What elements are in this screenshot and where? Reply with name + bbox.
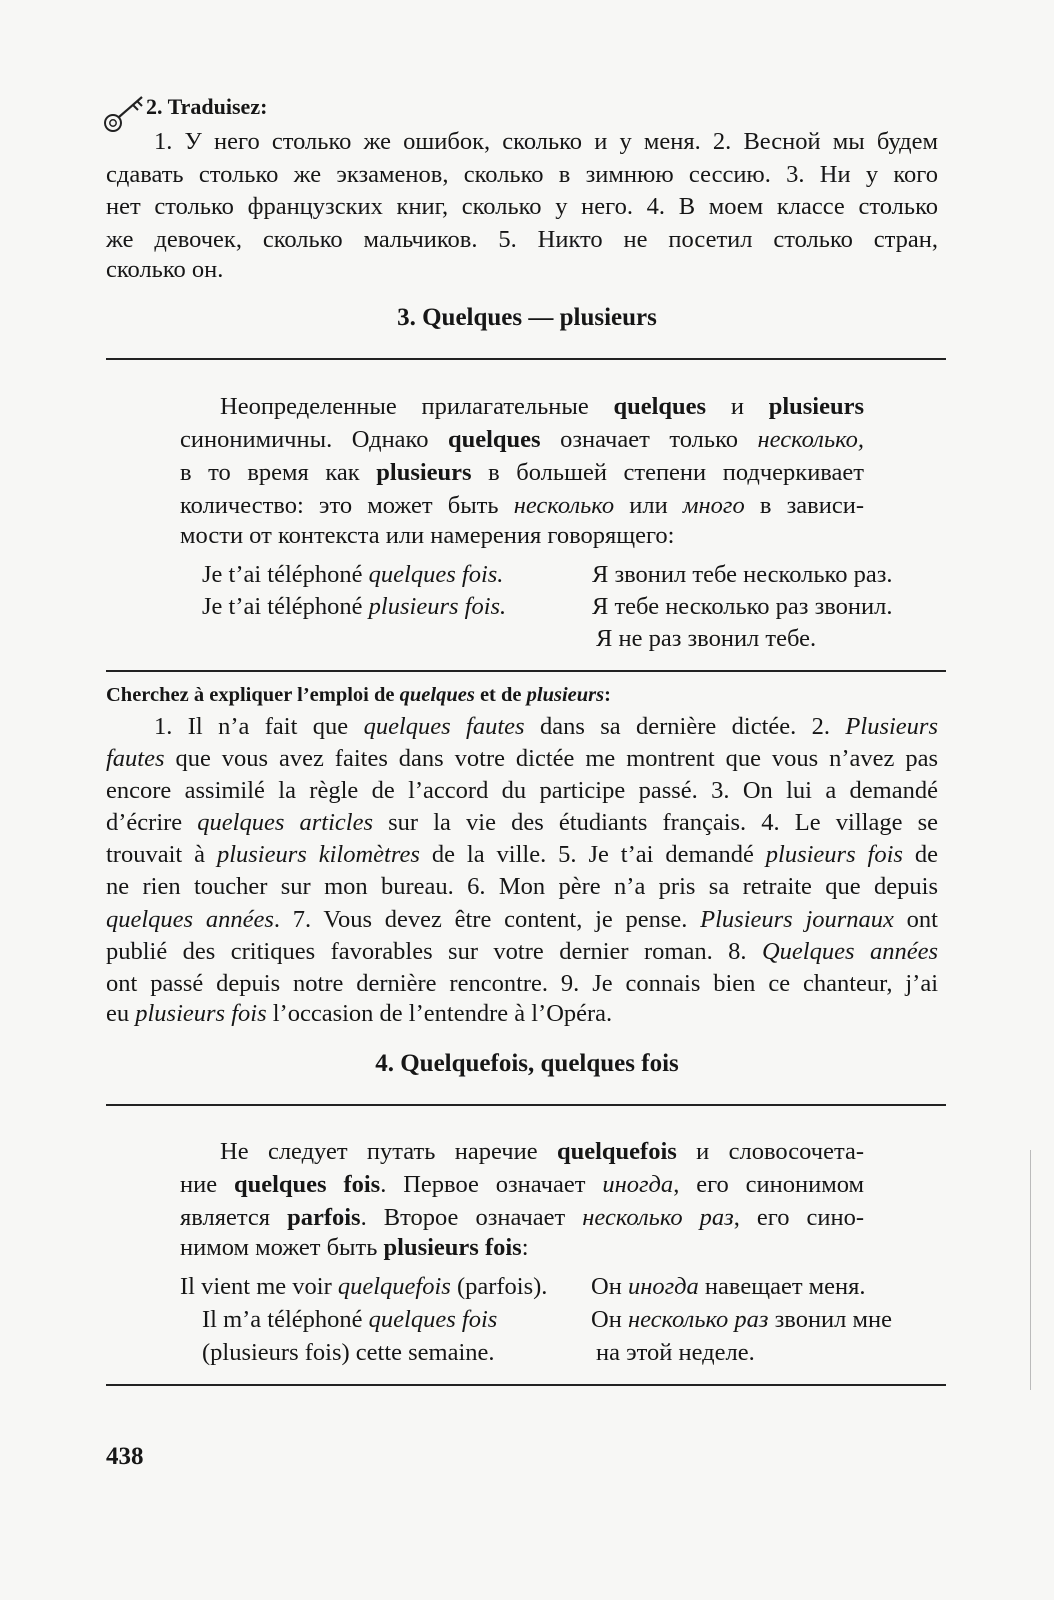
divider xyxy=(106,670,946,672)
text-line: количество: это может быть несколько или много в зависи- xyxy=(180,492,864,519)
example-fr: Je t’ai téléphoné plusieurs fois. xyxy=(202,593,507,620)
text-line: ont passé depuis notre dernière rencontre. 9. Je connais bien ce chanteur, j’ai xyxy=(106,969,938,997)
text-line: ne rien toucher sur mon bureau. 6. Mon père n’a pris sa retraite que depuis xyxy=(106,873,938,901)
example-fr: Je t’ai téléphoné quelques fois. xyxy=(202,561,504,588)
text-line: eu plusieurs fois l’occasion de l’entendre à l’Opéra. xyxy=(106,1000,613,1027)
text-line: мости от контекста или намерения говорящего: xyxy=(180,522,675,549)
exercise-2-text xyxy=(106,126,938,256)
divider xyxy=(106,358,946,360)
text-line: ние quelques fois. Первое означает иногда, его синонимом xyxy=(180,1171,864,1198)
text-line: fautes que vous avez faites dans votre dictée me montrent que vous n’avez pas xyxy=(106,745,938,773)
scan-edge-mark xyxy=(1030,1150,1031,1390)
section-3-heading: 3. Quelques — plusieurs xyxy=(397,304,657,331)
text-line: нимом может быть plusieurs fois: xyxy=(180,1234,529,1261)
text-line: является parfois. Второе означает несколько раз, его сино- xyxy=(180,1204,864,1231)
divider xyxy=(106,1384,946,1386)
example-ru: Я тебе несколько раз звонил. xyxy=(592,593,893,620)
text-line: Неопределенные прилагательные quelques и plusieurs xyxy=(220,393,864,420)
example-fr: (plusieurs fois) cette semaine. xyxy=(202,1339,495,1366)
example-ru: Он иногда навещает меня. xyxy=(591,1273,866,1300)
exercise-3-text xyxy=(106,711,938,1000)
text-line: 1. У него столько же ошибок, сколько и у меня. 2. Весной мы будем xyxy=(154,128,938,155)
text-line: сдавать столько же экзаменов, сколько в зимнюю сессию. 3. Ни у кого xyxy=(106,160,938,188)
text-line: сколько он. xyxy=(106,256,224,283)
example-ru: на этой неделе. xyxy=(596,1339,755,1366)
text-line: trouvait à plusieurs kilomètres de la ville. 5. Je t’ai demandé plusieurs fois de xyxy=(106,841,939,869)
section-3-explanation xyxy=(180,390,864,522)
text-line: Не следует путать наречие quelquefois и словосочета- xyxy=(220,1138,864,1165)
page-number: 438 xyxy=(106,1443,144,1470)
text-line: publié des critiques favorables sur votre dernier roman. 8. Quelques années xyxy=(106,937,938,965)
text-line: в то время как plusieurs в большей степени подчеркивает xyxy=(180,459,865,486)
example-ru: Я не раз звонил тебе. xyxy=(596,625,817,652)
text-line: quelques années. 7. Vous devez être content, je pense. Plusieurs journaux ont xyxy=(106,905,938,933)
text-line: нет столько французских книг, сколько у него. 4. В моем классе столько xyxy=(106,193,938,220)
example-ru: Я звонил тебе несколько раз. xyxy=(592,561,893,588)
divider xyxy=(106,1104,946,1106)
text-line: синонимичны. Однако quelques означает только несколько, xyxy=(180,426,864,453)
text-line: d’écrire quelques articles sur la vie des étudiants français. 4. Le village se xyxy=(106,809,938,837)
text-line: encore assimilé la règle de l’accord du participe passé. 3. On lui a demandé xyxy=(106,777,938,805)
exercise-3-title: Cherchez à expliquer l’emploi de quelques et de plusieurs: xyxy=(106,684,611,706)
text-line: же девочек, сколько мальчиков. 5. Никто не посетил столько стран, xyxy=(106,225,938,253)
example-fr: Il m’a téléphoné quelques fois xyxy=(202,1306,498,1333)
example-fr: Il vient me voir quelquefois (parfois). xyxy=(180,1273,548,1300)
section-4-heading: 4. Quelquefois, quelques fois xyxy=(375,1050,679,1077)
example-ru: Он несколько раз звонил мне xyxy=(591,1306,893,1333)
exercise-2-title: 2. Traduisez: xyxy=(146,94,268,119)
section-4-explanation xyxy=(180,1135,864,1234)
text-line: 1. Il n’a fait que quelques fautes dans sa dernière dictée. 2. Plusieurs xyxy=(154,713,938,740)
